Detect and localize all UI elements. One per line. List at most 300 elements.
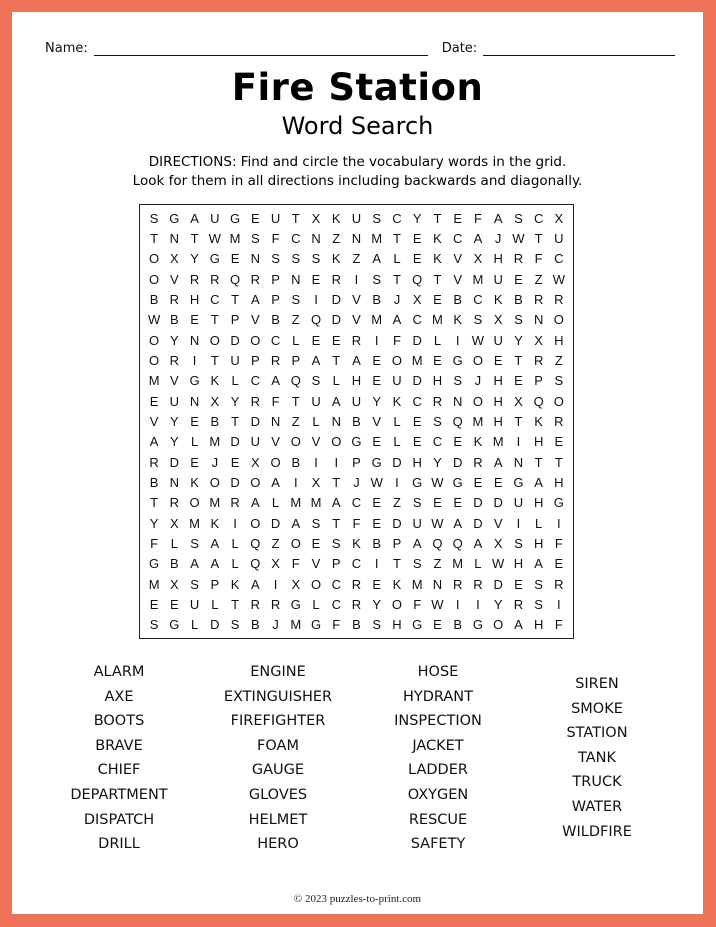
grid-cell[interactable]: Z	[352, 251, 361, 267]
grid-cell[interactable]: U	[493, 332, 503, 348]
grid-cell[interactable]: L	[190, 617, 199, 633]
grid-cell[interactable]: J	[393, 291, 401, 307]
grid-cell[interactable]: L	[170, 535, 178, 551]
grid-cell[interactable]: D	[270, 515, 281, 531]
grid-cell[interactable]: M	[432, 312, 443, 328]
grid-cell[interactable]: I	[192, 352, 197, 368]
grid-cell[interactable]: D	[493, 576, 503, 592]
grid-cell[interactable]: G	[209, 251, 220, 267]
grid-cell[interactable]: E	[250, 210, 260, 226]
grid-cell[interactable]: C	[392, 210, 402, 226]
grid-cell[interactable]: A	[534, 556, 543, 572]
grid-cell[interactable]: S	[230, 617, 240, 633]
grid-cell[interactable]: B	[250, 617, 260, 633]
grid-cell[interactable]: N	[533, 312, 544, 328]
grid-cell[interactable]: D	[412, 373, 422, 389]
grid-cell[interactable]: V	[311, 556, 321, 572]
grid-cell[interactable]: O	[209, 332, 220, 348]
grid-cell[interactable]: O	[189, 495, 200, 511]
grid-cell[interactable]: K	[534, 413, 543, 429]
grid-cell[interactable]: T	[231, 596, 240, 612]
grid-cell[interactable]: S	[514, 535, 523, 551]
grid-cell[interactable]: G	[290, 596, 301, 612]
grid-cell[interactable]: Y	[170, 332, 179, 348]
grid-cell[interactable]: R	[169, 352, 180, 368]
grid-cell[interactable]: Q	[250, 556, 261, 572]
grid-cell[interactable]: W	[492, 556, 505, 572]
grid-cell[interactable]: L	[433, 332, 442, 348]
grid-cell[interactable]: U	[554, 230, 564, 246]
grid-cell[interactable]: Z	[271, 535, 280, 551]
grid-cell[interactable]: E	[514, 373, 523, 389]
grid-cell[interactable]: X	[291, 576, 301, 592]
grid-cell[interactable]: Q	[290, 373, 301, 389]
grid-cell[interactable]: O	[331, 434, 342, 450]
grid-cell[interactable]: F	[271, 230, 280, 246]
grid-cell[interactable]: G	[452, 474, 463, 490]
grid-cell[interactable]: H	[493, 413, 503, 429]
grid-cell[interactable]: L	[332, 373, 340, 389]
grid-cell[interactable]: B	[271, 312, 280, 328]
grid-cell[interactable]: I	[374, 556, 379, 572]
grid-cell[interactable]: V	[250, 312, 260, 328]
grid-cell[interactable]: V	[453, 251, 463, 267]
grid-cell[interactable]: F	[352, 515, 361, 531]
grid-cell[interactable]: A	[250, 291, 260, 307]
grid-cell[interactable]: R	[169, 291, 180, 307]
grid-cell[interactable]: B	[372, 291, 382, 307]
grid-cell[interactable]: H	[533, 434, 544, 450]
grid-cell[interactable]: V	[352, 291, 361, 307]
grid-cell[interactable]: I	[273, 576, 278, 592]
grid-cell[interactable]: R	[554, 413, 564, 429]
grid-cell[interactable]: R	[149, 454, 159, 470]
grid-cell[interactable]: Y	[372, 393, 382, 409]
grid-cell[interactable]: W	[370, 474, 383, 490]
grid-cell[interactable]: G	[169, 210, 180, 226]
grid-cell[interactable]: U	[392, 373, 402, 389]
grid-cell[interactable]: O	[472, 352, 483, 368]
grid-cell[interactable]: T	[332, 515, 341, 531]
grid-cell[interactable]: H	[189, 291, 200, 307]
grid-cell[interactable]: X	[271, 556, 280, 572]
grid-cell[interactable]: R	[513, 596, 524, 612]
grid-cell[interactable]: I	[395, 474, 399, 490]
grid-cell[interactable]: Y	[412, 210, 422, 226]
grid-cell[interactable]: S	[311, 373, 321, 389]
grid-cell[interactable]: S	[433, 413, 442, 429]
grid-cell[interactable]: T	[332, 352, 341, 368]
grid-cell[interactable]: T	[210, 312, 219, 328]
grid-cell[interactable]: B	[210, 413, 220, 429]
grid-cell[interactable]: X	[210, 393, 220, 409]
grid-cell[interactable]: E	[372, 434, 382, 450]
grid-cell[interactable]: X	[534, 332, 543, 348]
grid-cell[interactable]: S	[250, 230, 260, 246]
grid-cell[interactable]: E	[473, 474, 483, 490]
grid-cell[interactable]: O	[209, 474, 220, 490]
grid-cell[interactable]: P	[230, 312, 240, 328]
grid-cell[interactable]: C	[533, 210, 544, 226]
grid-cell[interactable]: W	[552, 271, 565, 287]
grid-cell[interactable]: R	[351, 332, 362, 348]
grid-cell[interactable]: M	[472, 413, 484, 429]
grid-cell[interactable]: M	[290, 617, 302, 633]
grid-cell[interactable]: N	[452, 393, 463, 409]
grid-cell[interactable]: Z	[433, 556, 442, 572]
grid-cell[interactable]: E	[493, 474, 503, 490]
grid-cell[interactable]: C	[331, 576, 341, 592]
grid-cell[interactable]: R	[331, 271, 341, 287]
grid-cell[interactable]: C	[331, 596, 341, 612]
grid-cell[interactable]: I	[374, 332, 379, 348]
date-field[interactable]	[483, 41, 675, 56]
grid-cell[interactable]: A	[412, 535, 422, 551]
grid-cell[interactable]: H	[513, 556, 524, 572]
grid-cell[interactable]: E	[514, 576, 523, 592]
grid-cell[interactable]: R	[533, 352, 544, 368]
grid-cell[interactable]: S	[372, 617, 382, 633]
grid-cell[interactable]: E	[230, 454, 240, 470]
grid-cell[interactable]: X	[311, 474, 321, 490]
grid-cell[interactable]: Y	[230, 393, 240, 409]
grid-cell[interactable]: A	[149, 434, 159, 450]
grid-cell[interactable]: U	[250, 434, 260, 450]
grid-cell[interactable]: G	[472, 617, 483, 633]
grid-cell[interactable]: F	[473, 210, 482, 226]
grid-cell[interactable]: N	[351, 230, 362, 246]
grid-cell[interactable]: E	[311, 332, 321, 348]
grid-cell[interactable]: I	[314, 454, 318, 470]
grid-cell[interactable]: L	[535, 515, 543, 531]
grid-cell[interactable]: M	[148, 576, 160, 592]
grid-cell[interactable]: Y	[433, 454, 442, 470]
grid-cell[interactable]: Q	[533, 393, 544, 409]
grid-cell[interactable]: A	[514, 617, 523, 633]
grid-cell[interactable]: E	[412, 251, 422, 267]
grid-cell[interactable]: I	[557, 596, 561, 612]
grid-cell[interactable]: Y	[170, 413, 179, 429]
grid-cell[interactable]: M	[411, 576, 423, 592]
grid-cell[interactable]: E	[412, 230, 422, 246]
grid-cell[interactable]: B	[170, 312, 179, 328]
grid-cell[interactable]: R	[452, 576, 463, 592]
grid-cell[interactable]: V	[493, 515, 503, 531]
grid-cell[interactable]: J	[211, 454, 219, 470]
grid-cell[interactable]: R	[533, 291, 544, 307]
grid-cell[interactable]: U	[270, 210, 281, 226]
grid-cell[interactable]: G	[412, 617, 423, 633]
grid-cell[interactable]: S	[271, 251, 280, 267]
grid-cell[interactable]: I	[334, 454, 339, 470]
grid-cell[interactable]: W	[431, 596, 444, 612]
grid-cell[interactable]: N	[169, 474, 180, 490]
grid-cell[interactable]: G	[149, 556, 160, 572]
grid-cell[interactable]: N	[331, 413, 341, 429]
grid-cell[interactable]: R	[554, 576, 564, 592]
grid-cell[interactable]: Z	[392, 495, 401, 511]
grid-cell[interactable]: S	[311, 251, 321, 267]
grid-cell[interactable]: P	[250, 352, 260, 368]
grid-cell[interactable]: T	[150, 495, 159, 511]
grid-cell[interactable]: P	[271, 291, 280, 307]
grid-cell[interactable]: K	[331, 251, 341, 267]
grid-cell[interactable]: I	[354, 271, 359, 287]
grid-cell[interactable]: W	[208, 230, 221, 246]
grid-cell[interactable]: W	[431, 515, 444, 531]
grid-cell[interactable]: L	[393, 413, 401, 429]
grid-cell[interactable]: E	[372, 576, 382, 592]
grid-cell[interactable]: H	[554, 474, 564, 490]
grid-cell[interactable]: A	[473, 230, 483, 246]
grid-cell[interactable]: D	[473, 515, 483, 531]
grid-cell[interactable]: C	[351, 556, 362, 572]
grid-cell[interactable]: W	[431, 474, 444, 490]
grid-cell[interactable]: E	[170, 596, 179, 612]
grid-cell[interactable]: U	[210, 210, 220, 226]
grid-cell[interactable]: A	[331, 393, 341, 409]
grid-cell[interactable]: L	[312, 596, 320, 612]
grid-cell[interactable]: T	[392, 271, 401, 287]
grid-cell[interactable]: O	[391, 352, 403, 368]
grid-cell[interactable]: S	[291, 251, 301, 267]
grid-cell[interactable]: Z	[554, 352, 563, 368]
grid-cell[interactable]: M	[229, 230, 241, 246]
grid-cell[interactable]: N	[432, 576, 443, 592]
grid-cell[interactable]: Q	[432, 535, 443, 551]
grid-cell[interactable]: A	[331, 495, 341, 511]
grid-cell[interactable]: E	[412, 434, 422, 450]
grid-cell[interactable]: I	[516, 515, 521, 531]
grid-cell[interactable]: M	[310, 495, 322, 511]
grid-cell[interactable]: H	[432, 373, 443, 389]
grid-cell[interactable]: A	[534, 474, 543, 490]
grid-cell[interactable]: O	[472, 393, 483, 409]
grid-cell[interactable]: C	[432, 434, 443, 450]
grid-cell[interactable]: A	[291, 515, 301, 531]
grid-cell[interactable]: X	[170, 251, 179, 267]
grid-cell[interactable]: Q	[452, 535, 463, 551]
grid-cell[interactable]: R	[230, 495, 240, 511]
grid-cell[interactable]: U	[311, 393, 321, 409]
grid-cell[interactable]: T	[150, 230, 159, 246]
grid-cell[interactable]: E	[433, 617, 442, 633]
grid-cell[interactable]: A	[493, 454, 503, 470]
grid-cell[interactable]: S	[372, 271, 382, 287]
grid-cell[interactable]: R	[250, 393, 260, 409]
grid-cell[interactable]: K	[352, 535, 361, 551]
grid-cell[interactable]: L	[393, 251, 401, 267]
grid-cell[interactable]: K	[392, 393, 402, 409]
grid-cell[interactable]: P	[534, 373, 543, 389]
grid-cell[interactable]: K	[190, 474, 199, 490]
grid-cell[interactable]: J	[353, 474, 360, 490]
grid-cell[interactable]: D	[392, 515, 402, 531]
grid-cell[interactable]: O	[149, 271, 160, 287]
grid-cell[interactable]: E	[514, 271, 523, 287]
grid-cell[interactable]: M	[411, 352, 423, 368]
grid-cell[interactable]: C	[210, 291, 220, 307]
grid-cell[interactable]: X	[514, 393, 523, 409]
grid-cell[interactable]: T	[291, 210, 300, 226]
grid-cell[interactable]: N	[189, 393, 200, 409]
grid-cell[interactable]: C	[473, 291, 483, 307]
grid-cell[interactable]: H	[392, 617, 402, 633]
grid-cell[interactable]: O	[270, 454, 281, 470]
grid-cell[interactable]: S	[372, 210, 382, 226]
grid-cell[interactable]: O	[250, 515, 261, 531]
grid-cell[interactable]: X	[493, 535, 503, 551]
grid-cell[interactable]: K	[210, 515, 220, 531]
grid-cell[interactable]: U	[169, 393, 180, 409]
grid-cell[interactable]: L	[231, 556, 239, 572]
grid-cell[interactable]: Z	[332, 230, 341, 246]
grid-cell[interactable]: S	[412, 556, 422, 572]
grid-cell[interactable]: O	[250, 332, 261, 348]
grid-cell[interactable]: E	[372, 373, 382, 389]
grid-cell[interactable]: F	[332, 617, 341, 633]
grid-cell[interactable]: G	[189, 373, 200, 389]
grid-cell[interactable]: R	[351, 576, 362, 592]
grid-cell[interactable]: Q	[250, 535, 261, 551]
grid-cell[interactable]: T	[392, 230, 401, 246]
grid-cell[interactable]: M	[371, 230, 383, 246]
grid-cell[interactable]: U	[230, 352, 240, 368]
grid-cell[interactable]: E	[311, 535, 321, 551]
grid-cell[interactable]: C	[412, 393, 422, 409]
grid-cell[interactable]: D	[331, 312, 341, 328]
grid-cell[interactable]: A	[190, 210, 199, 226]
grid-cell[interactable]: Z	[291, 413, 300, 429]
grid-cell[interactable]: E	[372, 495, 382, 511]
grid-cell[interactable]: M	[189, 515, 200, 531]
grid-cell[interactable]: V	[352, 312, 361, 328]
grid-cell[interactable]: J	[494, 230, 502, 246]
grid-cell[interactable]: U	[351, 210, 362, 226]
grid-cell[interactable]: M	[209, 495, 221, 511]
grid-cell[interactable]: B	[149, 291, 159, 307]
grid-cell[interactable]: P	[291, 352, 301, 368]
grid-cell[interactable]: Y	[170, 434, 179, 450]
grid-cell[interactable]: F	[534, 251, 543, 267]
grid-cell[interactable]: U	[351, 393, 362, 409]
grid-cell[interactable]: G	[230, 210, 241, 226]
grid-cell[interactable]: E	[230, 251, 240, 267]
grid-cell[interactable]: A	[493, 210, 503, 226]
grid-cell[interactable]: N	[270, 413, 281, 429]
grid-cell[interactable]: I	[476, 596, 480, 612]
grid-cell[interactable]: A	[190, 556, 199, 572]
grid-cell[interactable]: D	[331, 291, 341, 307]
grid-cell[interactable]: O	[553, 393, 564, 409]
grid-cell[interactable]: H	[554, 332, 564, 348]
grid-cell[interactable]: H	[533, 617, 544, 633]
grid-cell[interactable]: K	[473, 434, 483, 450]
grid-cell[interactable]: M	[209, 434, 221, 450]
grid-cell[interactable]: R	[473, 576, 483, 592]
grid-cell[interactable]: U	[513, 495, 524, 511]
grid-cell[interactable]: L	[474, 556, 482, 572]
grid-cell[interactable]: L	[312, 413, 320, 429]
grid-cell[interactable]: Z	[291, 312, 300, 328]
grid-cell[interactable]: K	[210, 373, 220, 389]
grid-cell[interactable]: O	[290, 434, 301, 450]
grid-cell[interactable]: T	[231, 413, 240, 429]
grid-cell[interactable]: F	[413, 596, 422, 612]
grid-cell[interactable]: C	[554, 251, 564, 267]
grid-cell[interactable]: R	[210, 271, 220, 287]
grid-cell[interactable]: H	[533, 495, 544, 511]
grid-cell[interactable]: V	[311, 434, 321, 450]
grid-cell[interactable]: R	[513, 251, 524, 267]
grid-cell[interactable]: D	[230, 474, 240, 490]
grid-cell[interactable]: R	[270, 596, 281, 612]
grid-cell[interactable]: E	[433, 352, 442, 368]
grid-cell[interactable]: Z	[534, 271, 543, 287]
grid-cell[interactable]: B	[453, 617, 463, 633]
grid-cell[interactable]: U	[412, 515, 422, 531]
grid-cell[interactable]: O	[290, 535, 301, 551]
grid-cell[interactable]: O	[149, 352, 160, 368]
grid-cell[interactable]: X	[473, 251, 483, 267]
grid-cell[interactable]: H	[493, 251, 503, 267]
grid-cell[interactable]: K	[230, 576, 240, 592]
grid-cell[interactable]: N	[311, 230, 321, 246]
grid-cell[interactable]: P	[392, 535, 402, 551]
grid-cell[interactable]: A	[352, 352, 361, 368]
grid-cell[interactable]: R	[270, 352, 281, 368]
grid-cell[interactable]: D	[412, 332, 422, 348]
grid-cell[interactable]: W	[471, 332, 485, 348]
grid-cell[interactable]: T	[433, 271, 442, 287]
grid-cell[interactable]: B	[372, 535, 382, 551]
grid-cell[interactable]: E	[412, 413, 422, 429]
grid-cell[interactable]: X	[311, 210, 321, 226]
grid-cell[interactable]: J	[474, 373, 482, 389]
grid-cell[interactable]: Y	[190, 251, 199, 267]
grid-cell[interactable]: M	[148, 373, 160, 389]
grid-cell[interactable]: G	[351, 434, 362, 450]
grid-cell[interactable]: S	[453, 373, 463, 389]
grid-cell[interactable]: E	[190, 312, 199, 328]
grid-cell[interactable]: E	[190, 454, 199, 470]
grid-cell[interactable]: T	[554, 454, 563, 470]
grid-cell[interactable]: C	[291, 230, 301, 246]
grid-cell[interactable]: G	[169, 617, 180, 633]
grid-cell[interactable]: O	[310, 576, 322, 592]
grid-cell[interactable]: C	[351, 495, 362, 511]
grid-cell[interactable]: G	[412, 474, 423, 490]
grid-cell[interactable]: S	[534, 596, 543, 612]
grid-cell[interactable]: X	[554, 210, 564, 226]
grid-cell[interactable]: R	[351, 596, 362, 612]
grid-cell[interactable]: G	[553, 495, 564, 511]
grid-cell[interactable]: V	[453, 271, 463, 287]
grid-cell[interactable]: I	[557, 515, 561, 531]
grid-cell[interactable]: S	[149, 210, 159, 226]
grid-cell[interactable]: F	[392, 332, 401, 348]
grid-cell[interactable]: I	[233, 515, 237, 531]
grid-cell[interactable]: S	[190, 535, 199, 551]
grid-cell[interactable]: E	[554, 434, 564, 450]
grid-cell[interactable]: O	[250, 474, 261, 490]
grid-cell[interactable]: L	[292, 332, 300, 348]
grid-cell[interactable]: F	[150, 535, 159, 551]
grid-cell[interactable]: O	[149, 251, 160, 267]
grid-cell[interactable]: B	[170, 556, 179, 572]
grid-cell[interactable]: L	[271, 495, 280, 511]
grid-cell[interactable]: S	[554, 373, 564, 389]
